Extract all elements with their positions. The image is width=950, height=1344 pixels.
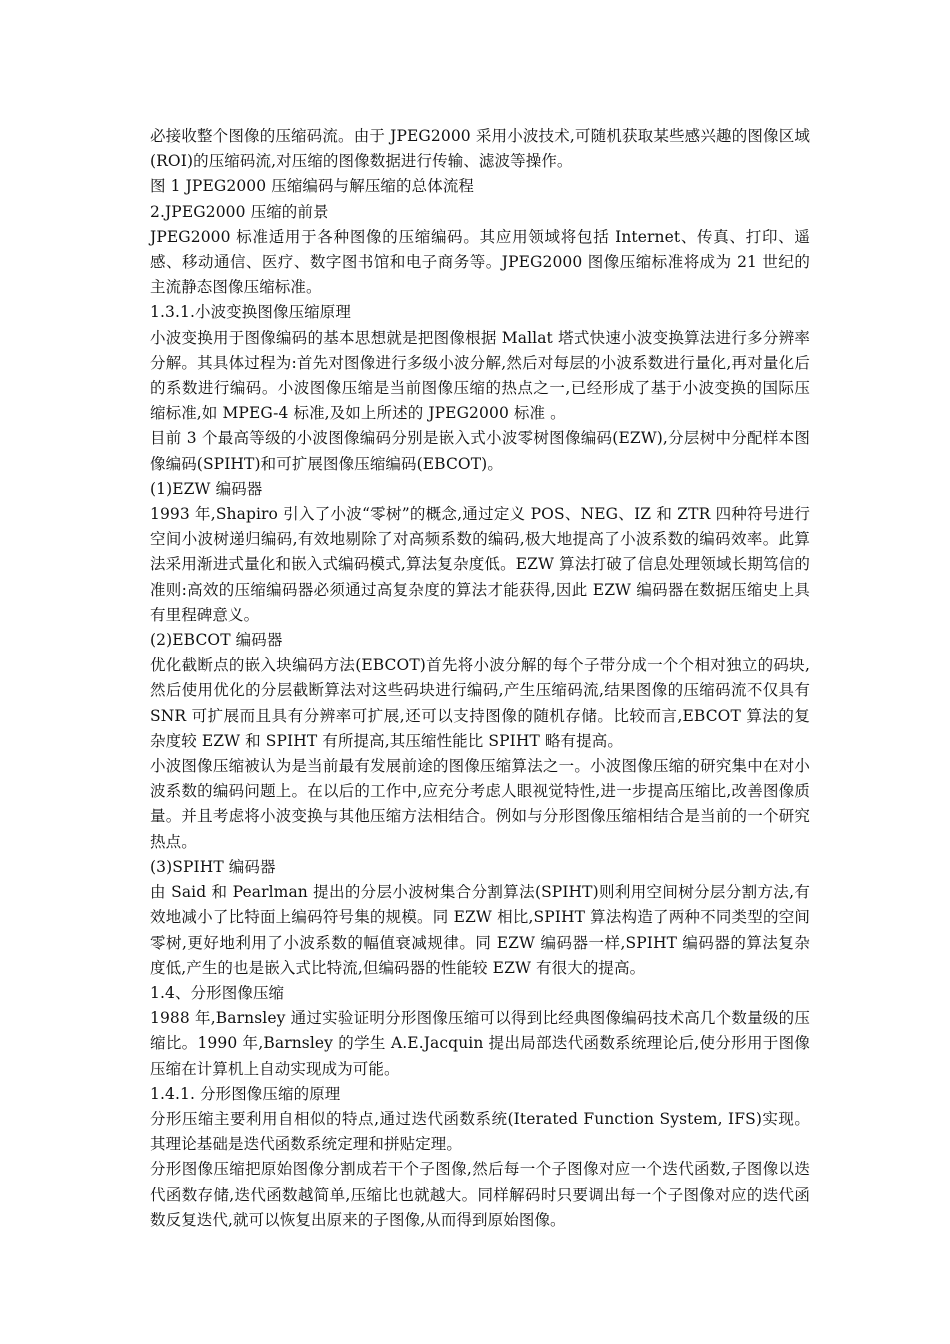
paragraph-fractal-ifs: 分形压缩主要利用自相似的特点,通过迭代函数系统(Iterated Function System, IFS)实现。其理论基础是迭代函数系统定理和拼贴定理。 — [150, 1109, 810, 1154]
section-heading-jpeg2000-prospects: 2.JPEG2000 压缩的前景 — [150, 202, 329, 221]
paragraph-spiht: 由 Said 和 Pearlman 提出的分层小波树集合分割算法(SPIHT)则利用空间树分层分割方法,有效地减小了比特面上编码符号集的规模。同 EZW 相比,SPIHT 算法构造了两种不同类型的空间零树,更好地利用了小波系数的幅值衰减规律。同 EZW 编码器一样,SPIHT 编码器的算法复杂度低,产生的也是嵌入式比特流,但编码器的性能较 EZW 有很大的提高。 — [150, 883, 810, 977]
paragraph-wavelet-basics: 小波变换用于图像编码的基本思想就是把图像根据 Mallat 塔式快速小波变换算法进行多分辨率分解。其具体过程为:首先对图像进行多级小波分解,然后对每层的小波系数进行量化,再对量化后的系数进行编码。小波图像压缩是当前图像压缩的热点之一,已经形成了基于小波变换的国际压缩标准,如 MPEG-4 标准,及如上所述的 JPEG2000 标准 。 — [150, 328, 810, 423]
paragraph-roi: 必接收整个图像的压缩码流。由于 JPEG2000 采用小波技术,可随机获取某些感兴趣的图像区域(ROI)的压缩码流,对压缩的图像数据进行传输、滤波等操作。 — [150, 127, 810, 171]
section-heading-fractal-principle: 1.4.1. 分形图像压缩的原理 — [150, 1084, 341, 1103]
paragraph-fractal-process: 分形图像压缩把原始图像分割成若干个子图像,然后每一个子图像对应一个迭代函数,子图像以迭代函数存储,迭代函数越简单,压缩比也就越大。同样解码时只要调出每一个子图像对应的迭代函数反复迭代,就可以恢复出原来的子图像,从而得到原始图像。 — [150, 1160, 810, 1229]
figure-caption: 图 1 JPEG2000 压缩编码与解压缩的总体流程 — [150, 177, 475, 196]
subheading-ebcot: (2)EBCOT 编码器 — [150, 631, 283, 650]
paragraph-jpeg2000-applications: JPEG2000 标准适用于各种图像的压缩编码。其应用领域将包括 Internet、传真、打印、遥感、移动通信、医疗、数字图书馆和电子商务等。JPEG2000 图像压缩标准将成为 21 世纪的主流静态图像压缩标准。 — [150, 227, 810, 297]
section-heading-fractal: 1.4、分形图像压缩 — [150, 983, 285, 1002]
paragraph-three-coders: 目前 3 个最高等级的小波图像编码分别是嵌入式小波零树图像编码(EZW),分层树中分配样本图像编码(SPIHT)和可扩展图像压缩编码(EBCOT)。 — [150, 429, 810, 473]
subheading-spiht: (3)SPIHT 编码器 — [150, 857, 276, 876]
document-body — [150, 124, 810, 1233]
paragraph-ezw: 1993 年,Shapiro 引入了小波“零树”的概念,通过定义 POS、NEG、IZ 和 ZTR 四种符号进行空间小波树递归编码,有效地剔除了对高频系数的编码,极大地提高了小波系数的编码效率。此算法采用渐进式量化和嵌入式编码模式,算法复杂度低。EZW 算法打破了信息处理领域长期笃信的准则:高效的压缩编码器必须通过高复杂度的算法才能获得,因此 EZW 编码器在数据压缩史上具有里程碑意义。 — [150, 505, 810, 624]
subheading-ezw: (1)EZW 编码器 — [150, 479, 263, 498]
paragraph-ebcot: 优化截断点的嵌入块编码方法(EBCOT)首先将小波分解的每个子带分成一个个相对独立的码块,然后使用优化的分层截断算法对这些码块进行编码,产生压缩码流,结果图像的压缩码流不仅具有 SNR 可扩展而且具有分辨率可扩展,还可以支持图像的随机存储。比较而言,EBCOT 算法的复杂度较 EZW 和 SPIHT 有所提高,其压缩性能比 SPIHT 略有提高。 — [150, 656, 810, 750]
paragraph-fractal-history: 1988 年,Barnsley 通过实验证明分形图像压缩可以得到比经典图像编码技术高几个数量级的压缩比。1990 年,Barnsley 的学生 A.E.Jacquin 提出局部迭代函数系统理论后,使分形用于图像压缩在计算机上自动实现成为可能。 — [150, 1009, 810, 1078]
section-heading-wavelet-principle: 1.3.1.小波变换图像压缩原理 — [150, 303, 351, 322]
paragraph-wavelet-outlook: 小波图像压缩被认为是当前最有发展前途的图像压缩算法之一。小波图像压缩的研究集中在对小波系数的编码问题上。在以后的工作中,应充分考虑人眼视觉特性,进一步提高压缩比,改善图像质量。并且考虑将小波变换与其他压缩方法相结合。例如与分形图像压缩相结合是当前的一个研究热点。 — [150, 757, 810, 851]
